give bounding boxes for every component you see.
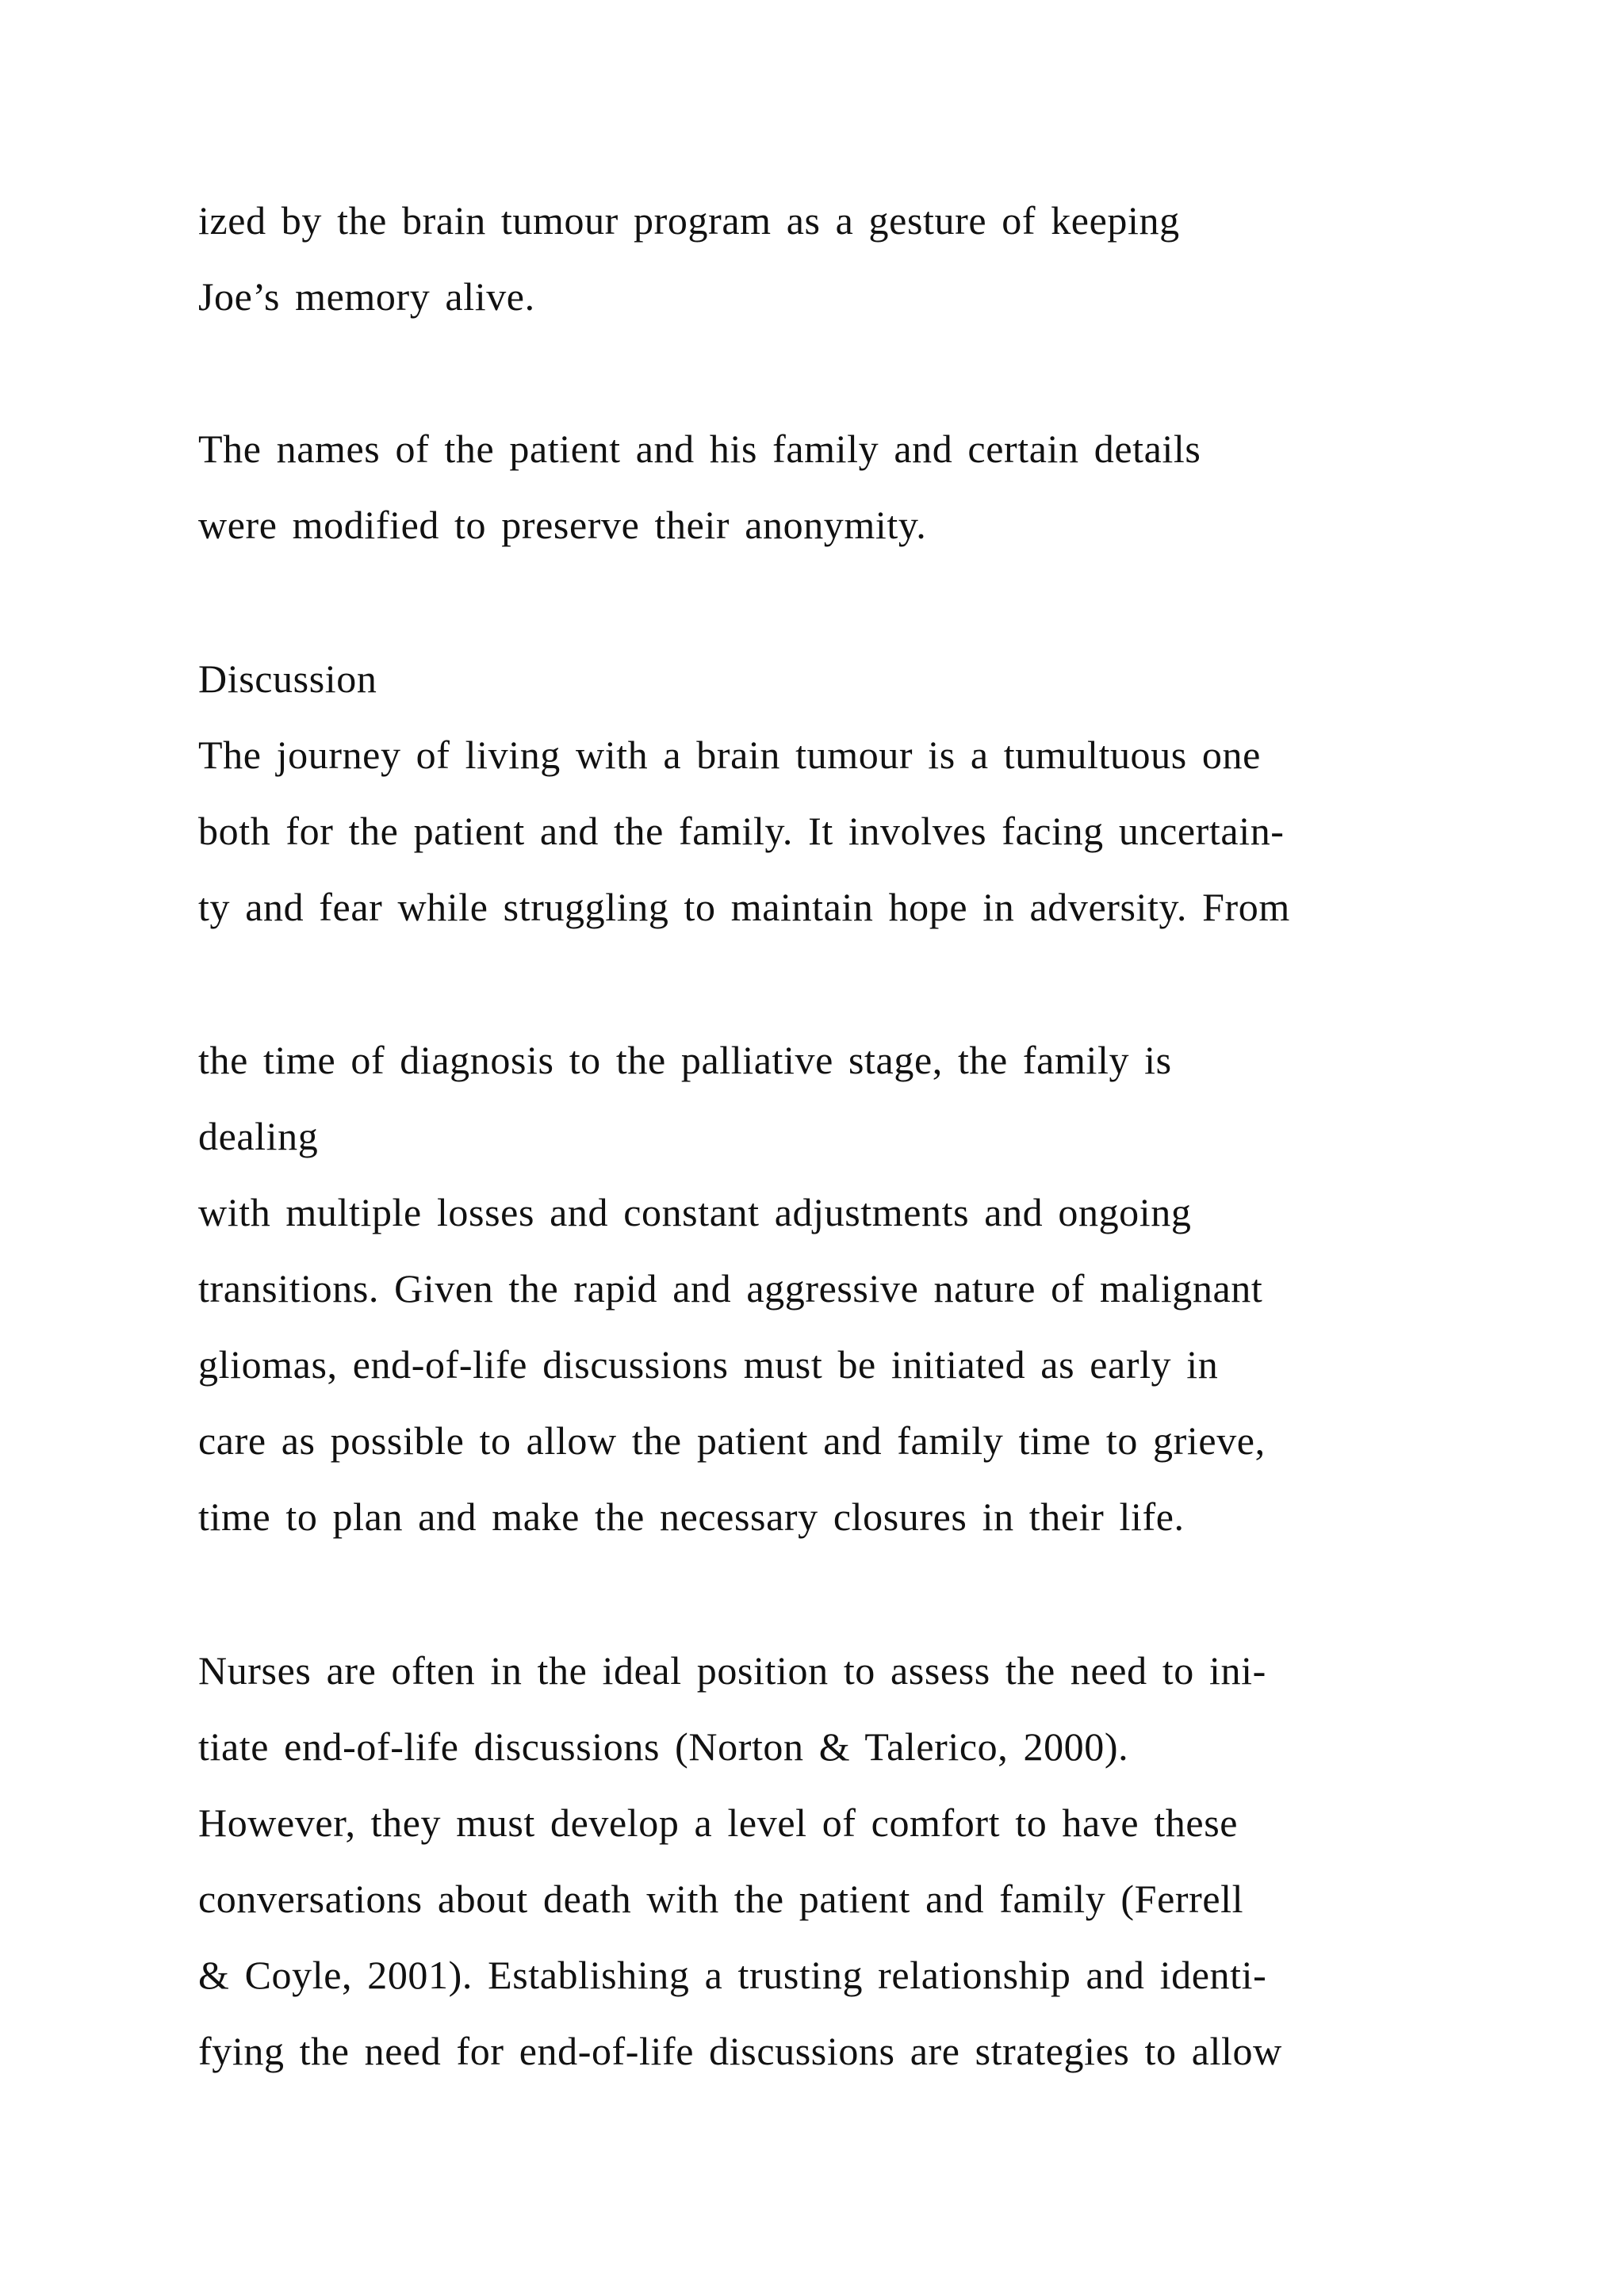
text-line: ty and fear while struggling to maintain hope in adversity. From	[198, 885, 1290, 929]
text-line: dealing	[198, 1114, 319, 1158]
text-line: The journey of living with a brain tumour is a tumultuous one	[198, 733, 1261, 777]
text-line: fying the need for end-of-life discussions are strategies to allow	[198, 2029, 1282, 2073]
text-line: conversations about death with the patient and family (Ferrell	[198, 1877, 1244, 1921]
text-line: transitions. Given the rapid and aggressive nature of malignant	[198, 1266, 1263, 1311]
text-line: time to plan and make the necessary closures in their life.	[198, 1494, 1185, 1539]
text-line: with multiple losses and constant adjustments and ongoing	[198, 1190, 1192, 1234]
text-line: care as possible to allow the patient and family time to grieve,	[198, 1418, 1266, 1463]
text-line: Nurses are often in the ideal position to assess the need to ini-	[198, 1648, 1266, 1693]
text-line: ized by the brain tumour program as a gesture of keeping	[198, 198, 1180, 243]
text-line: were modified to preserve their anonymity.	[198, 503, 927, 547]
text-line: gliomas, end-of-life discussions must be initiated as early in	[198, 1342, 1219, 1387]
text-line: The names of the patient and his family and certain details	[198, 427, 1201, 471]
text-line: However, they must develop a level of comfort to have these	[198, 1800, 1239, 1845]
text-line: both for the patient and the family. It involves facing uncertain-	[198, 809, 1285, 853]
section-heading: Discussion	[198, 656, 377, 701]
text-line: & Coyle, 2001). Establishing a trusting relationship and identi-	[198, 1953, 1267, 1997]
text-line: tiate end-of-life discussions (Norton & Talerico, 2000).	[198, 1724, 1129, 1769]
text-line: Joe’s memory alive.	[198, 274, 535, 319]
text-line: the time of diagnosis to the palliative stage, the family is	[198, 1038, 1172, 1082]
